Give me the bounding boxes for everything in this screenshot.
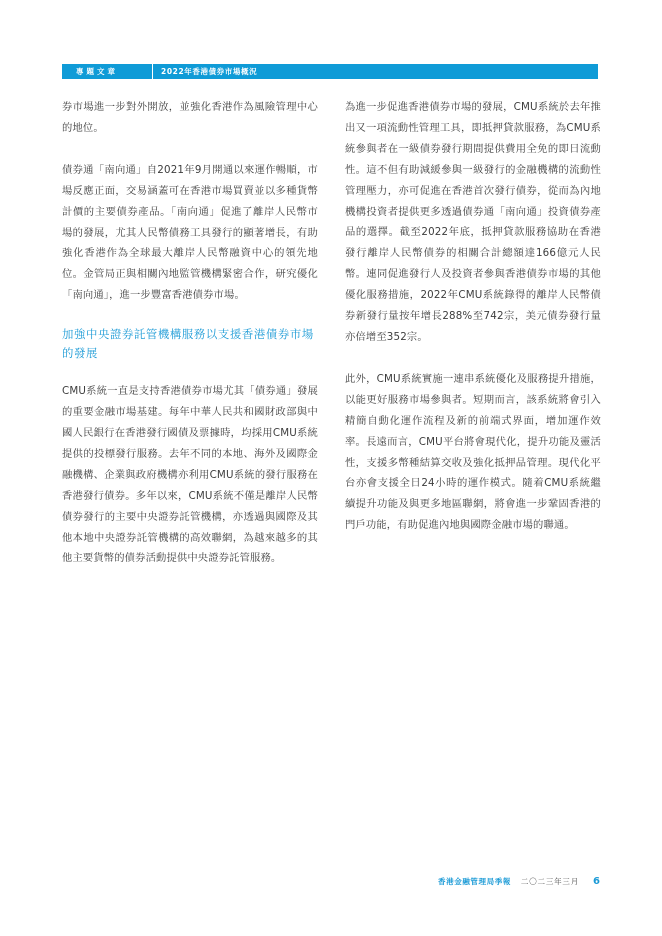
left-paragraph-3: CMU系統一直是支持香港債券市場尤其「債券通」發展的重要金融市場基建。每年中華人民共和國財政部與中國人民銀行在香港發行國債及票據時，均採用CMU系統提供的投標發行服務。去年不同的本地、海外及國際金融機構、企業與政府機構亦利用CMU系統的發行服務在香港發行債券。多年以來，CMU系統不僅是離岸人民幣債券發行的主要中央證券託管機構，亦透過與國際及其他本地中央證券託管機構的高效聯網，為越來越多的其他主要貨幣的債券活動提供中央證券託管服務。 — [62, 385, 318, 565]
page-number: 6 — [593, 876, 600, 887]
header-section-label: 專題文章 — [76, 67, 118, 76]
left-paragraph-2: 債券通「南向通」自2021年9月開通以來運作暢順，市場反應正面，交易涵蓋可在香港市場買賣並以多種貨幣計價的主要債券產品。「南向通」促進了離岸人民幣市場的發展，尤其人民幣債務工具發行的顯著增長，有助強化香港作為全球最大離岸人民幣融資中心的領先地位。金管局正與相關內地監管機構緊密合作，研究優化「南向通」，進一步豐富香港債券市場。 — [62, 163, 318, 302]
right-column — [345, 97, 601, 536]
left-paragraph-1: 券市場進一步對外開放，並強化香港作為風險管理中心的地位。 — [62, 101, 318, 134]
left-column — [62, 97, 318, 569]
header-article-title: 2022年香港債券市場概況 — [161, 67, 258, 76]
footer-date: 二〇二三年三月 — [520, 877, 580, 886]
header-bar — [62, 64, 598, 79]
heading-spacer — [62, 306, 318, 325]
footer-publication: 香港金融管理局季報 — [438, 877, 511, 886]
heading-spacer — [62, 363, 318, 381]
right-paragraph-1: 為進一步促進香港債券市場的發展，CMU系統於去年推出又一項流動性管理工具，即抵押貸款服務，為CMU系統參與者在一級債券發行期間提供費用全免的即日流動性。這不但有助減緩參與一級發行的金融機構的流動性管理壓力，亦可促進在香港首次發行債券，從而為內地機構投資者提供更多透過債券通「南向通」投資債券產品的選擇。截至2022年底，抵押貸款服務協助在香港發行離岸人民幣債券的相關合計總額達166億元人民幣。連同促進發行人及投資者參與香港債券市場的其他優化服務措施，2022年CMU系統錄得的離岸人民幣債券新發行量按年增長288%至742宗，美元債券發行量亦倍增至352宗。 — [345, 101, 601, 343]
section-heading: 加強中央證券託管機構服務以支援香港債券市場的發展 — [62, 327, 314, 361]
paragraph-spacer — [62, 139, 318, 160]
right-paragraph-2: 此外，CMU系統實施一連串系統優化及服務提升措施，以能更好服務市場參與者。短期而言，該系統將會引入精簡自動化運作流程及新的前端式界面，增加運作效率。長遠而言，CMU平台將會現代化，提升功能及靈活性，支援多幣種結算交收及強化抵押品管理。現代化平台亦會支援全日24小時的運作模式。隨着CMU系統繼續提升功能及與更多地區聯網，將會進一步鞏固香港的門戶功能，有助促進內地與國際金融市場的聯通。 — [345, 372, 601, 532]
paragraph-spacer — [345, 348, 601, 369]
page-footer — [438, 876, 600, 887]
